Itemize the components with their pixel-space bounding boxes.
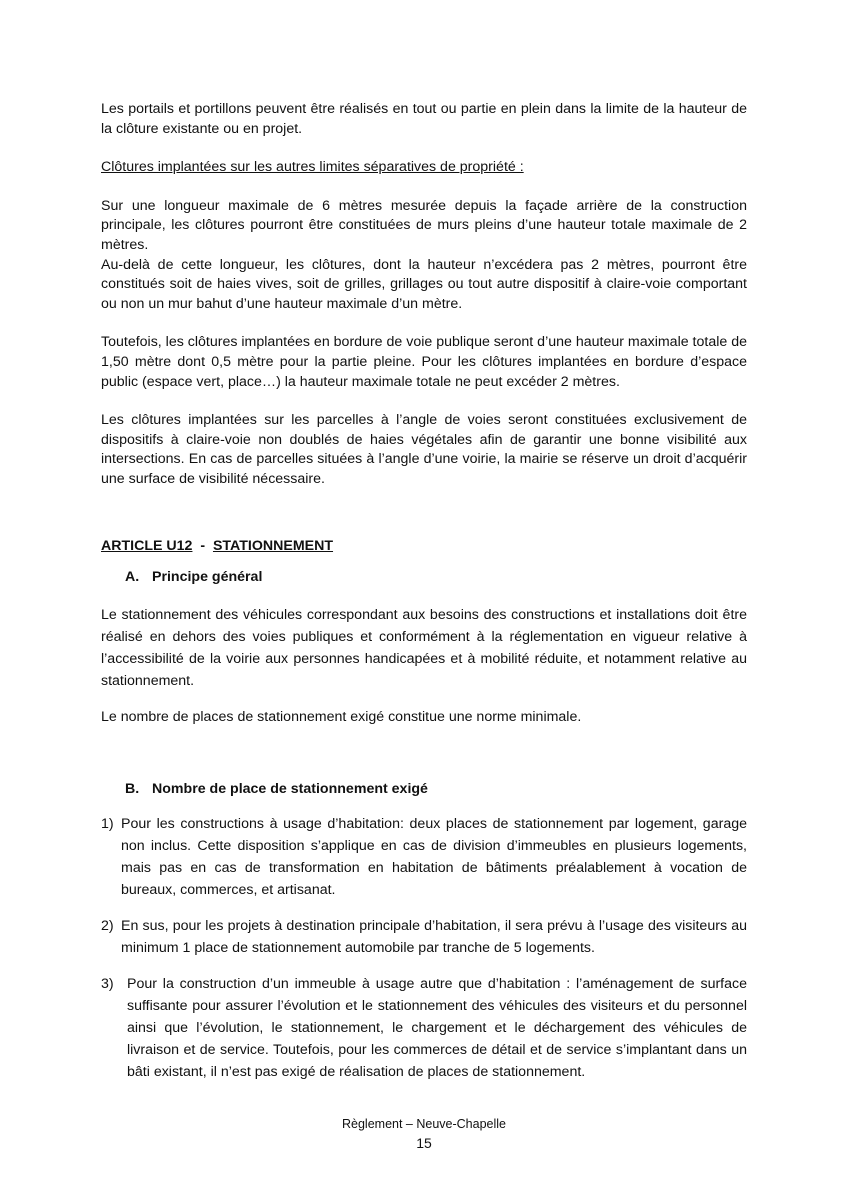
list-item-text: Pour la construction d’un immeuble à usage autre que d’habitation : l’aménagement de surface suffisante pour assurer l’évolution et le stationnement des véhicules des visiteurs et du personnel ainsi que l’évolution, le stationnement, le chargement et le déchargement des véhicules de livraison et de service. Toutefois, pour les commerces de détail et de service s’implantant dans un bâti existant, il n’est pas exigé de réalisation de places de stationnement. xyxy=(127,976,747,1081)
section-b-heading xyxy=(101,780,747,800)
article-title: STATIONNEMENT xyxy=(212,537,334,554)
article-number: ARTICLE U12 xyxy=(101,537,193,554)
page-number: 15 xyxy=(416,1135,432,1151)
paragraph-au-dela: Au-delà de cette longueur, les clôtures, dont la hauteur n’excédera pas 2 mètres, pourront être constitués soit de haies vives, soit de grilles, grillages ou tout autre dispositif à claire-voie comportant ou non un mur bahut d’une hauteur maximale d’un mètre. xyxy=(101,256,747,312)
section-a-letter: A. xyxy=(125,569,140,586)
list-item-number: 2) xyxy=(101,918,114,935)
list-item xyxy=(101,915,747,959)
list-item xyxy=(101,973,747,1083)
list-item-text: Pour les constructions à usage d’habitation: deux places de stationnement par logement, garage non inclus. Cette disposition s’applique en cas de division d’immeubles en plusieurs logements, mais pas en cas de transformation en habitation de bâtiments préalablement à vocation de bureaux, commerces, et artisanat. xyxy=(121,816,747,899)
list-item xyxy=(101,813,747,901)
list-item-number: 1) xyxy=(101,816,114,833)
paragraph-longueur-maximale: Sur une longueur maximale de 6 mètres mesurée depuis la façade arrière de la construction principale, les clôtures pourront être constituées de murs pleins d’une hauteur totale maximale de 2 mètres. xyxy=(101,197,747,253)
article-heading xyxy=(101,537,747,557)
section-a-heading xyxy=(101,568,747,588)
paragraph-norme-minimale: Le nombre de places de stationnement exigé constitue une norme minimale. xyxy=(101,708,582,725)
paragraph-portails: Les portails et portillons peuvent être réalisés en tout ou partie en plein dans la limite de la hauteur de la clôture existante ou en projet. xyxy=(101,101,747,137)
section-a-title: Principe général xyxy=(152,569,263,586)
document-page xyxy=(101,100,747,1097)
article-separator: - xyxy=(200,537,206,554)
paragraph-principe: Le stationnement des véhicules correspondant aux besoins des constructions et installations doit être réalisé en dehors des voies publiques et conformément à la réglementation en vigueur relative à l’accessibilité de la voirie aux personnes handicapées et à mobilité réduite, et notamment relative au stationnement. xyxy=(101,606,747,689)
footer-document-title: Règlement – Neuve-Chapelle xyxy=(342,1117,506,1131)
page-footer xyxy=(0,1116,848,1153)
subheading-clotures-limites: Clôtures implantées sur les autres limites séparatives de propriété : xyxy=(101,159,524,176)
list-item-text: En sus, pour les projets à destination principale d’habitation, il sera prévu à l’usage des visiteurs au minimum 1 place de stationnement automobile par tranche de 5 logements. xyxy=(121,918,747,957)
list-item-number: 3) xyxy=(101,976,114,993)
paragraph-toutefois: Toutefois, les clôtures implantées en bordure de voie publique seront d’une hauteur maximale totale de 1,50 mètre dont 0,5 mètre pour la partie pleine. Pour les clôtures implantées en bordure d’espace public (espace vert, place…) la hauteur maximale totale ne peut excéder 2 mètres. xyxy=(101,334,747,390)
section-b-letter: B. xyxy=(125,780,140,797)
paragraph-angle-voies: Les clôtures implantées sur les parcelles à l’angle de voies seront constituées exclusivement de dispositifs à claire-voie non doublés de haies végétales afin de garantir une bonne visibilité aux intersections. En cas de parcelles situées à l’angle d’une voirie, la mairie se réserve un droit d’acquérir une surface de visibilité nécessaire. xyxy=(101,412,747,487)
section-b-title: Nombre de place de stationnement exigé xyxy=(152,780,428,797)
